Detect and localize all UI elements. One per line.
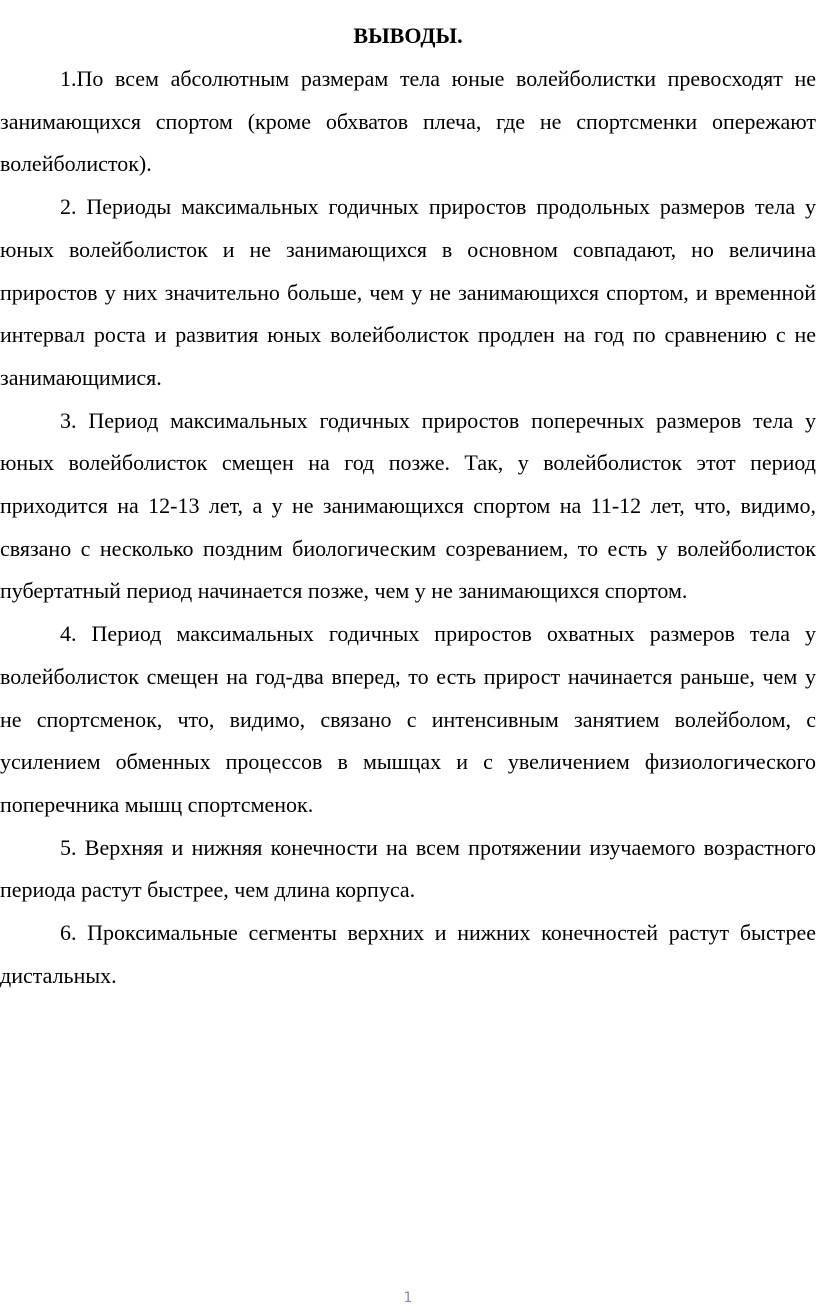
paragraph-3: 3. Период максимальных годичных приростов поперечных размеров тела у юных волейболисток смещен на год позже. Так, у волейболисток этот период приходится на 12-13 лет, а у не занимающихся спортом на 11-12 лет, что, видимо, связано с несколько поздним биологическим созреванием, то есть у волейболисток пубертатный период начинается позже, чем у не занимающихся спортом.: [0, 407, 816, 604]
paragraph-5: 5. Верхняя и нижняя конечности на всем протяжении изучаемого возрастного периода растут быстрее, чем длина корпуса.: [0, 834, 816, 903]
conclusions-body: [0, 58, 816, 997]
paragraph-1: 1.По всем абсолютным размерам тела юные волейболистки превосходят не занимающихся спортом (кроме обхватов плеча, где не спортсменки опережают волейболисток).: [0, 66, 816, 177]
page-number: 1: [403, 1290, 413, 1306]
paragraph-4: 4. Период максимальных годичных приростов охватных размеров тела у волейболисток смещен на год-два вперед, то есть прирост начинается раньше, чем у не спортсменок, что, видимо, связано с интенсивным занятием волейболом, с усилением обменных процессов в мышцах и с увеличением физиологического поперечника мышц спортсменок.: [0, 621, 816, 817]
paragraph-2: 2. Периоды максимальных годичных приростов продольных размеров тела у юных волейболисток и не занимающихся в основном совпадают, но величина приростов у них значительно больше, чем у не занимающихся спортом, и временной интервал роста и развития юных волейболисток продлен на год по сравнению с не занимающимися.: [0, 194, 816, 390]
paragraph-6: 6. Проксимальные сегменты верхних и нижних конечностей растут быстрее дистальных.: [0, 920, 816, 988]
page-title: ВЫВОДЫ.: [353, 23, 463, 48]
